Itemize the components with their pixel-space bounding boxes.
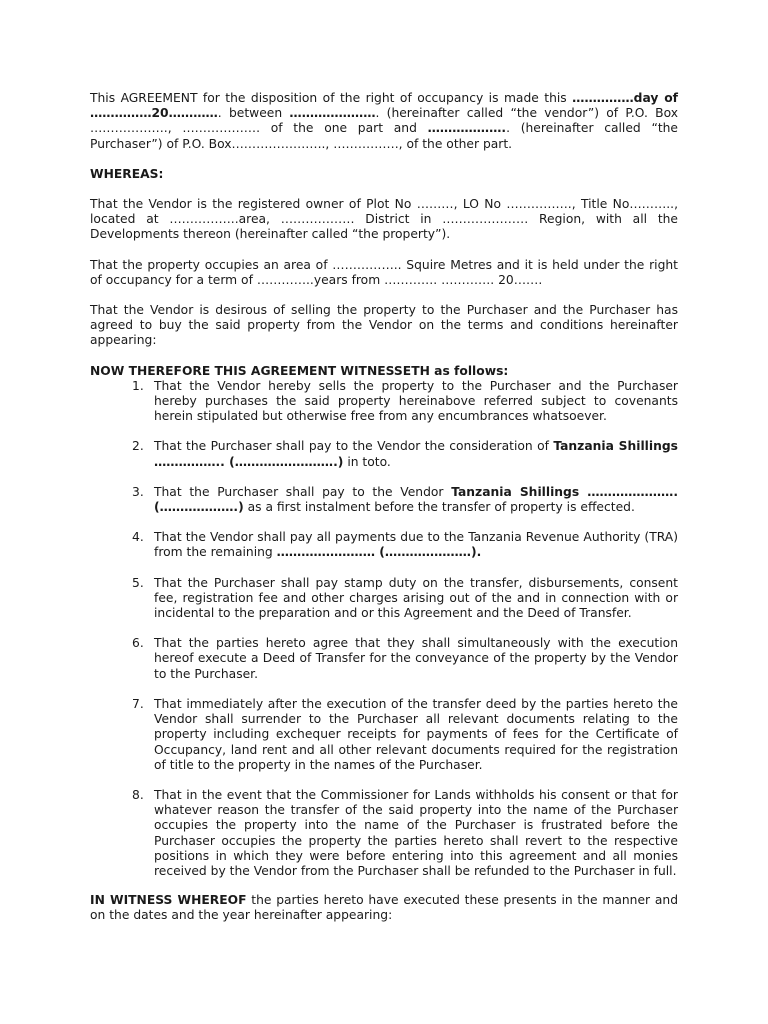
clause-item: [90, 485, 678, 515]
recital-paragraph: That the property occupies an area of …………….. Squire Metres and it is held under the right of occupancy for a term of …………..years from …………. …………. 20…….: [90, 257, 678, 287]
intro-text: . (hereinafter called “the Purchaser”) of P.O. Box………………….., ……………., of the other part.: [90, 121, 678, 151]
clause-item: [90, 636, 678, 682]
intro-text: . (hereinafter called “the vendor”) of P.O. Box ………………., ………………. of the one part and: [90, 106, 678, 136]
clause-text: That in the event that the Commissioner for Lands withholds his consent or that for whatever reason the transfer of the said property into the name of the Purchaser occupies the property into the name of the Purchaser is frustrated before the Purchaser occupies the property the parties hereto shall revert to the respective positions in which they were before entering into this agreement and all monies received by the Vendor from the Purchaser shall be refunded to the Purchaser in full.: [154, 787, 678, 878]
clause-number: 3.: [132, 484, 144, 499]
consideration-amount: Tanzania Shillings …………….. (…………………….): [154, 439, 678, 469]
clause-text: That immediately after the execution of the transfer deed by the parties hereto the Vendor shall surrender to the Purchaser all relevant documents relating to the property including exchequer receipts for payments of fees for the Certificate of Occupancy, land rent and all other relevant documents required for the registration of title to the property in the names of the Purchaser.: [154, 696, 678, 772]
clause-text: That the parties hereto agree that they shall simultaneously with the execution hereof execute a Deed of Transfer for the conveyance of the property by the Vendor to the Purchaser.: [154, 636, 678, 681]
clause-item: [90, 439, 678, 469]
first-instalment-amount: Tanzania Shillings …………………. (……………….): [154, 484, 678, 515]
whereas-heading: [90, 167, 678, 182]
clause-text: as a first instalment before the transfer of property is effected.: [243, 500, 635, 515]
clause-item: [90, 788, 678, 879]
clause-number: 4.: [132, 530, 144, 545]
intro-text: This AGREEMENT for the disposition of the right of occupancy is made this: [90, 91, 573, 105]
remaining-amount: …………………… (…………………).: [276, 545, 482, 560]
clause-text: That the Purchaser shall pay to the Vendor: [154, 484, 452, 499]
closing-paragraph: [90, 893, 678, 923]
closing-text: the parties hereto have executed these presents in the manner and on the dates and the year hereinafter appearing:: [90, 893, 678, 923]
clause-item: [90, 697, 678, 773]
clause-number: 1.: [132, 378, 144, 393]
clause-text: in toto.: [343, 454, 391, 469]
clause-text: That the Vendor hereby sells the property to the Purchaser and the Purchaser hereby purchases the said property hereinabove referred subject to covenants herein stipulated but otherwise free from any encumbrances whatsoever.: [154, 378, 678, 424]
intro-text: . between: [217, 106, 290, 121]
clause-number: 2.: [132, 439, 144, 454]
vendor-name-blank: …………………: [289, 106, 376, 121]
whereas-heading-text: WHEREAS:: [90, 166, 164, 181]
clause-item: [90, 576, 678, 622]
clause-list: [90, 379, 678, 879]
clause-text: That the Purchaser shall pay to the Vendor the consideration of: [154, 439, 554, 454]
clause-number: 7.: [132, 696, 144, 711]
clause-number: 8.: [132, 787, 144, 802]
recital-paragraph: That the Vendor is the registered owner of Plot No ………, LO No ……………., Title No……….., located at ……………..area, ……………… District in ………………… Region, with all the Developments thereon (hereinafter called “the property”).: [90, 197, 678, 242]
agreement-document: [90, 91, 678, 924]
clause-item: [90, 379, 678, 425]
purchaser-name-blank: ……………….: [427, 121, 507, 136]
clause-text: That the Purchaser shall pay stamp duty on the transfer, disbursements, consent fee, registration fee and other charges arising out of the and in connection with or incidental to the preparation and or this Agreement and the Deed of Transfer.: [154, 575, 678, 621]
recital-paragraph: That the Vendor is desirous of selling the property to the Purchaser and the Purchaser has agreed to buy the said property from the Vendor on the terms and conditions hereinafter appearing:: [90, 303, 678, 348]
witnesseth-heading-text: NOW THEREFORE THIS AGREEMENT WITNESSETH as follows:: [90, 363, 509, 378]
clause-item: [90, 530, 678, 560]
witnesseth-heading: [90, 364, 678, 379]
clause-number: 5.: [132, 575, 144, 590]
clause-number: 6.: [132, 636, 144, 651]
intro-date-blank: ……………day of ……………20…………: [90, 91, 678, 121]
in-witness-whereof: IN WITNESS WHEREOF: [90, 893, 247, 908]
intro-paragraph: [90, 91, 678, 152]
clause-text: That the Vendor shall pay all payments due to the Tanzania Revenue Authority (TRA) from the remaining: [154, 530, 678, 560]
